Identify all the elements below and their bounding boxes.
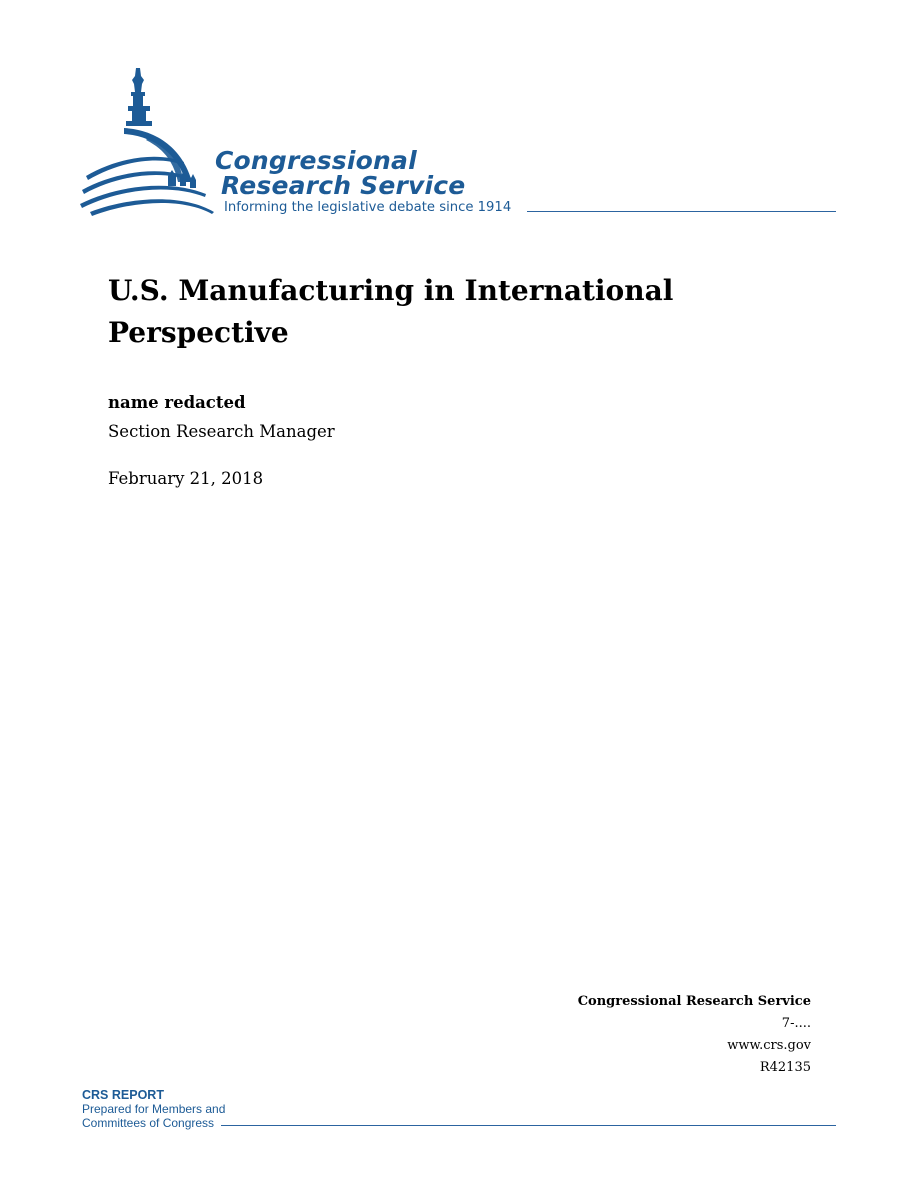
footer-line1: Prepared for Members and bbox=[82, 1102, 226, 1116]
capitol-dome-icon bbox=[80, 66, 220, 222]
logo-name-line2: Research Service bbox=[221, 171, 466, 200]
publisher-phone: 7-.... bbox=[781, 1016, 811, 1031]
header-rule bbox=[527, 211, 836, 212]
report-date: February 21, 2018 bbox=[108, 469, 264, 488]
report-number: R42135 bbox=[759, 1060, 811, 1075]
footer-rule bbox=[221, 1125, 836, 1126]
crs-logo bbox=[80, 66, 540, 222]
report-title: U.S. Manufacturing in International Perspective bbox=[108, 274, 674, 349]
logo-tagline: Informing the legislative debate since 1914 bbox=[224, 200, 512, 215]
author-name: name redacted bbox=[108, 393, 246, 412]
footer-line2: Committees of Congress bbox=[82, 1116, 215, 1130]
footer-report-label: CRS REPORT bbox=[82, 1088, 164, 1102]
logo-name-line1: Congressional bbox=[215, 146, 417, 175]
publisher-website[interactable]: www.crs.gov bbox=[727, 1038, 811, 1053]
publisher-org: Congressional Research Service bbox=[577, 994, 811, 1009]
author-title: Section Research Manager bbox=[108, 422, 335, 441]
footer bbox=[82, 1088, 225, 1130]
publisher-block bbox=[578, 991, 811, 1079]
